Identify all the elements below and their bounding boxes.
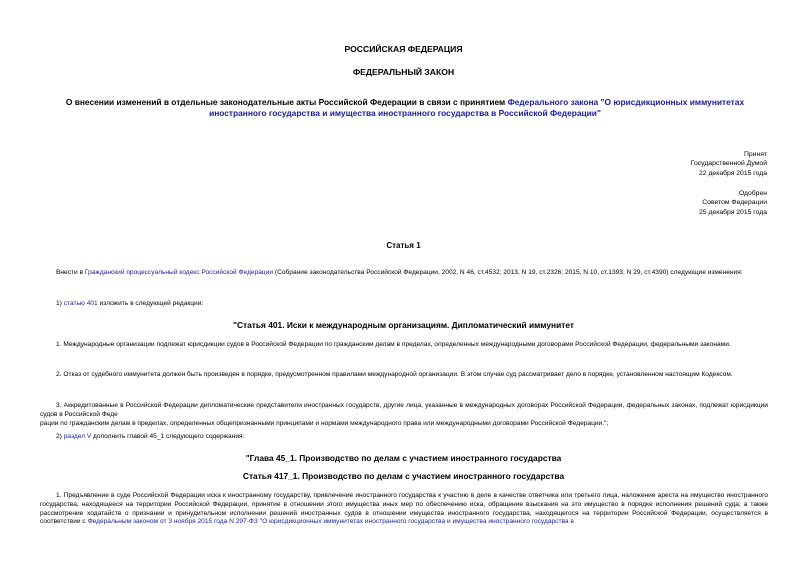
section-v-link[interactable]: раздел V [63,433,92,440]
item-1 [40,300,768,309]
article-1-intro [40,269,768,278]
adoption-date: 22 декабря 2015 года [699,169,767,177]
adoption-line-2: Государственной Думой [690,160,767,168]
adoption-block [691,150,767,178]
article-401-paragraph-3b: рации по гражданским делам в пределах, определенных общепризнанными принципами и нормами международного права или международными договорами Российской Федерации."; [40,420,609,427]
federal-law-297-link[interactable]: Федеральным законом от 3 ноября 2015 года N 297-ФЗ "О юрисдикционных иммунитетах иностранного государства и имущества иностранного государства в [87,518,574,526]
item-2-text: дополнить главой 45_1 следующего содержания: [91,433,245,440]
approval-line-2: Советом Федерации [702,199,767,207]
approval-block [699,189,767,217]
approval-line-1: Одобрен [738,190,767,197]
article-401-heading: "Статья 401. Иски к международным организациям. Дипломатический иммунитет [232,320,574,330]
item-1-text: изложить в следующей редакции: [97,300,204,307]
country-heading: РОССИЙСКАЯ ФЕДЕРАЦИЯ [344,44,463,54]
article-401-paragraph-1: 1. Международные организации подлежат юрисдикции судов в Российской Федерации по гражданским делам в пределах, определенных международными договорами Российской Федерации, федеральными законами. [56,341,731,348]
chapter-45-1-heading: "Глава 45_1. Производство по делам с участием иностранного государства [245,453,562,463]
approval-date: 25 декабря 2015 года [699,208,767,216]
adoption-line-1: Принят [743,151,767,158]
law-title-link[interactable]: Федерального закона "О юрисдикционных иммунитетах иностранного государства и имущества иностранного государства в Российской Федерации" [209,97,745,119]
article-417-1-text: 1. Предъявление в суде Российской Федерации иска к иностранному государству, привлечение иностранного государства к участию в деле в качестве ответчика или третьего лица, наложение ареста на имущество иностранного государства, находящееся на территории Российской Федерации, принятие в отношении этого имущества иных мер по обеспечению иска, обращение взыскания на это имущество в порядке исполнения решений суда, а также рассмотрение ходатайств о признании и принудительном исполнении решений иностранных судов в отношении имущества иностранного государства, находящегося на территории Российской Федерации, осуществляется в соответствии с [40,492,768,526]
law-type-heading: ФЕДЕРАЛЬНЫЙ ЗАКОН [352,67,455,77]
article-401-link[interactable]: статью 401 [63,300,98,307]
item-2-number: 2) [56,433,64,440]
civil-procedure-code-link[interactable]: Гражданский процессуальный кодекс Российской Федерации [84,269,274,276]
article-401-paragraph-2: 2. Отказ от судебного иммунитета должен быть произведен в порядке, предусмотренном правилами международной организации. В этом случае суд рассматривает дело в порядке, установленном настоящим Кодексом. [56,371,733,378]
article-417-1-paragraph-1 [40,492,768,562]
article-401-paragraph-3a: 3. Аккредитованные в Российской Федерации дипломатические представители иностранных государств, другие лица, указанные в международных договорах Российской Федерации, федеральных законах, подлежат юрисдикции судов в Российской Феде [40,402,768,418]
intro-text-after: (Собрание законодательства Российской Федерации, 2002, N 46, ст.4532; 2013, N 19, ст.2326; 2015, N 10, ст.1393; N 29, ст.4390) следующие изменения: [273,269,743,276]
law-title-prefix: О внесении изменений в отдельные законодательные акты Российской Федерации в связи с принятием [65,97,508,107]
item-2 [40,433,768,442]
article-417-1-heading: Статья 417_1. Производство по делам с участием иностранного государства [242,471,565,481]
article-1-heading: Статья 1 [386,241,421,250]
law-title [40,97,770,119]
intro-text-before: Внести в [56,269,85,276]
item-1-number: 1) [56,300,64,307]
